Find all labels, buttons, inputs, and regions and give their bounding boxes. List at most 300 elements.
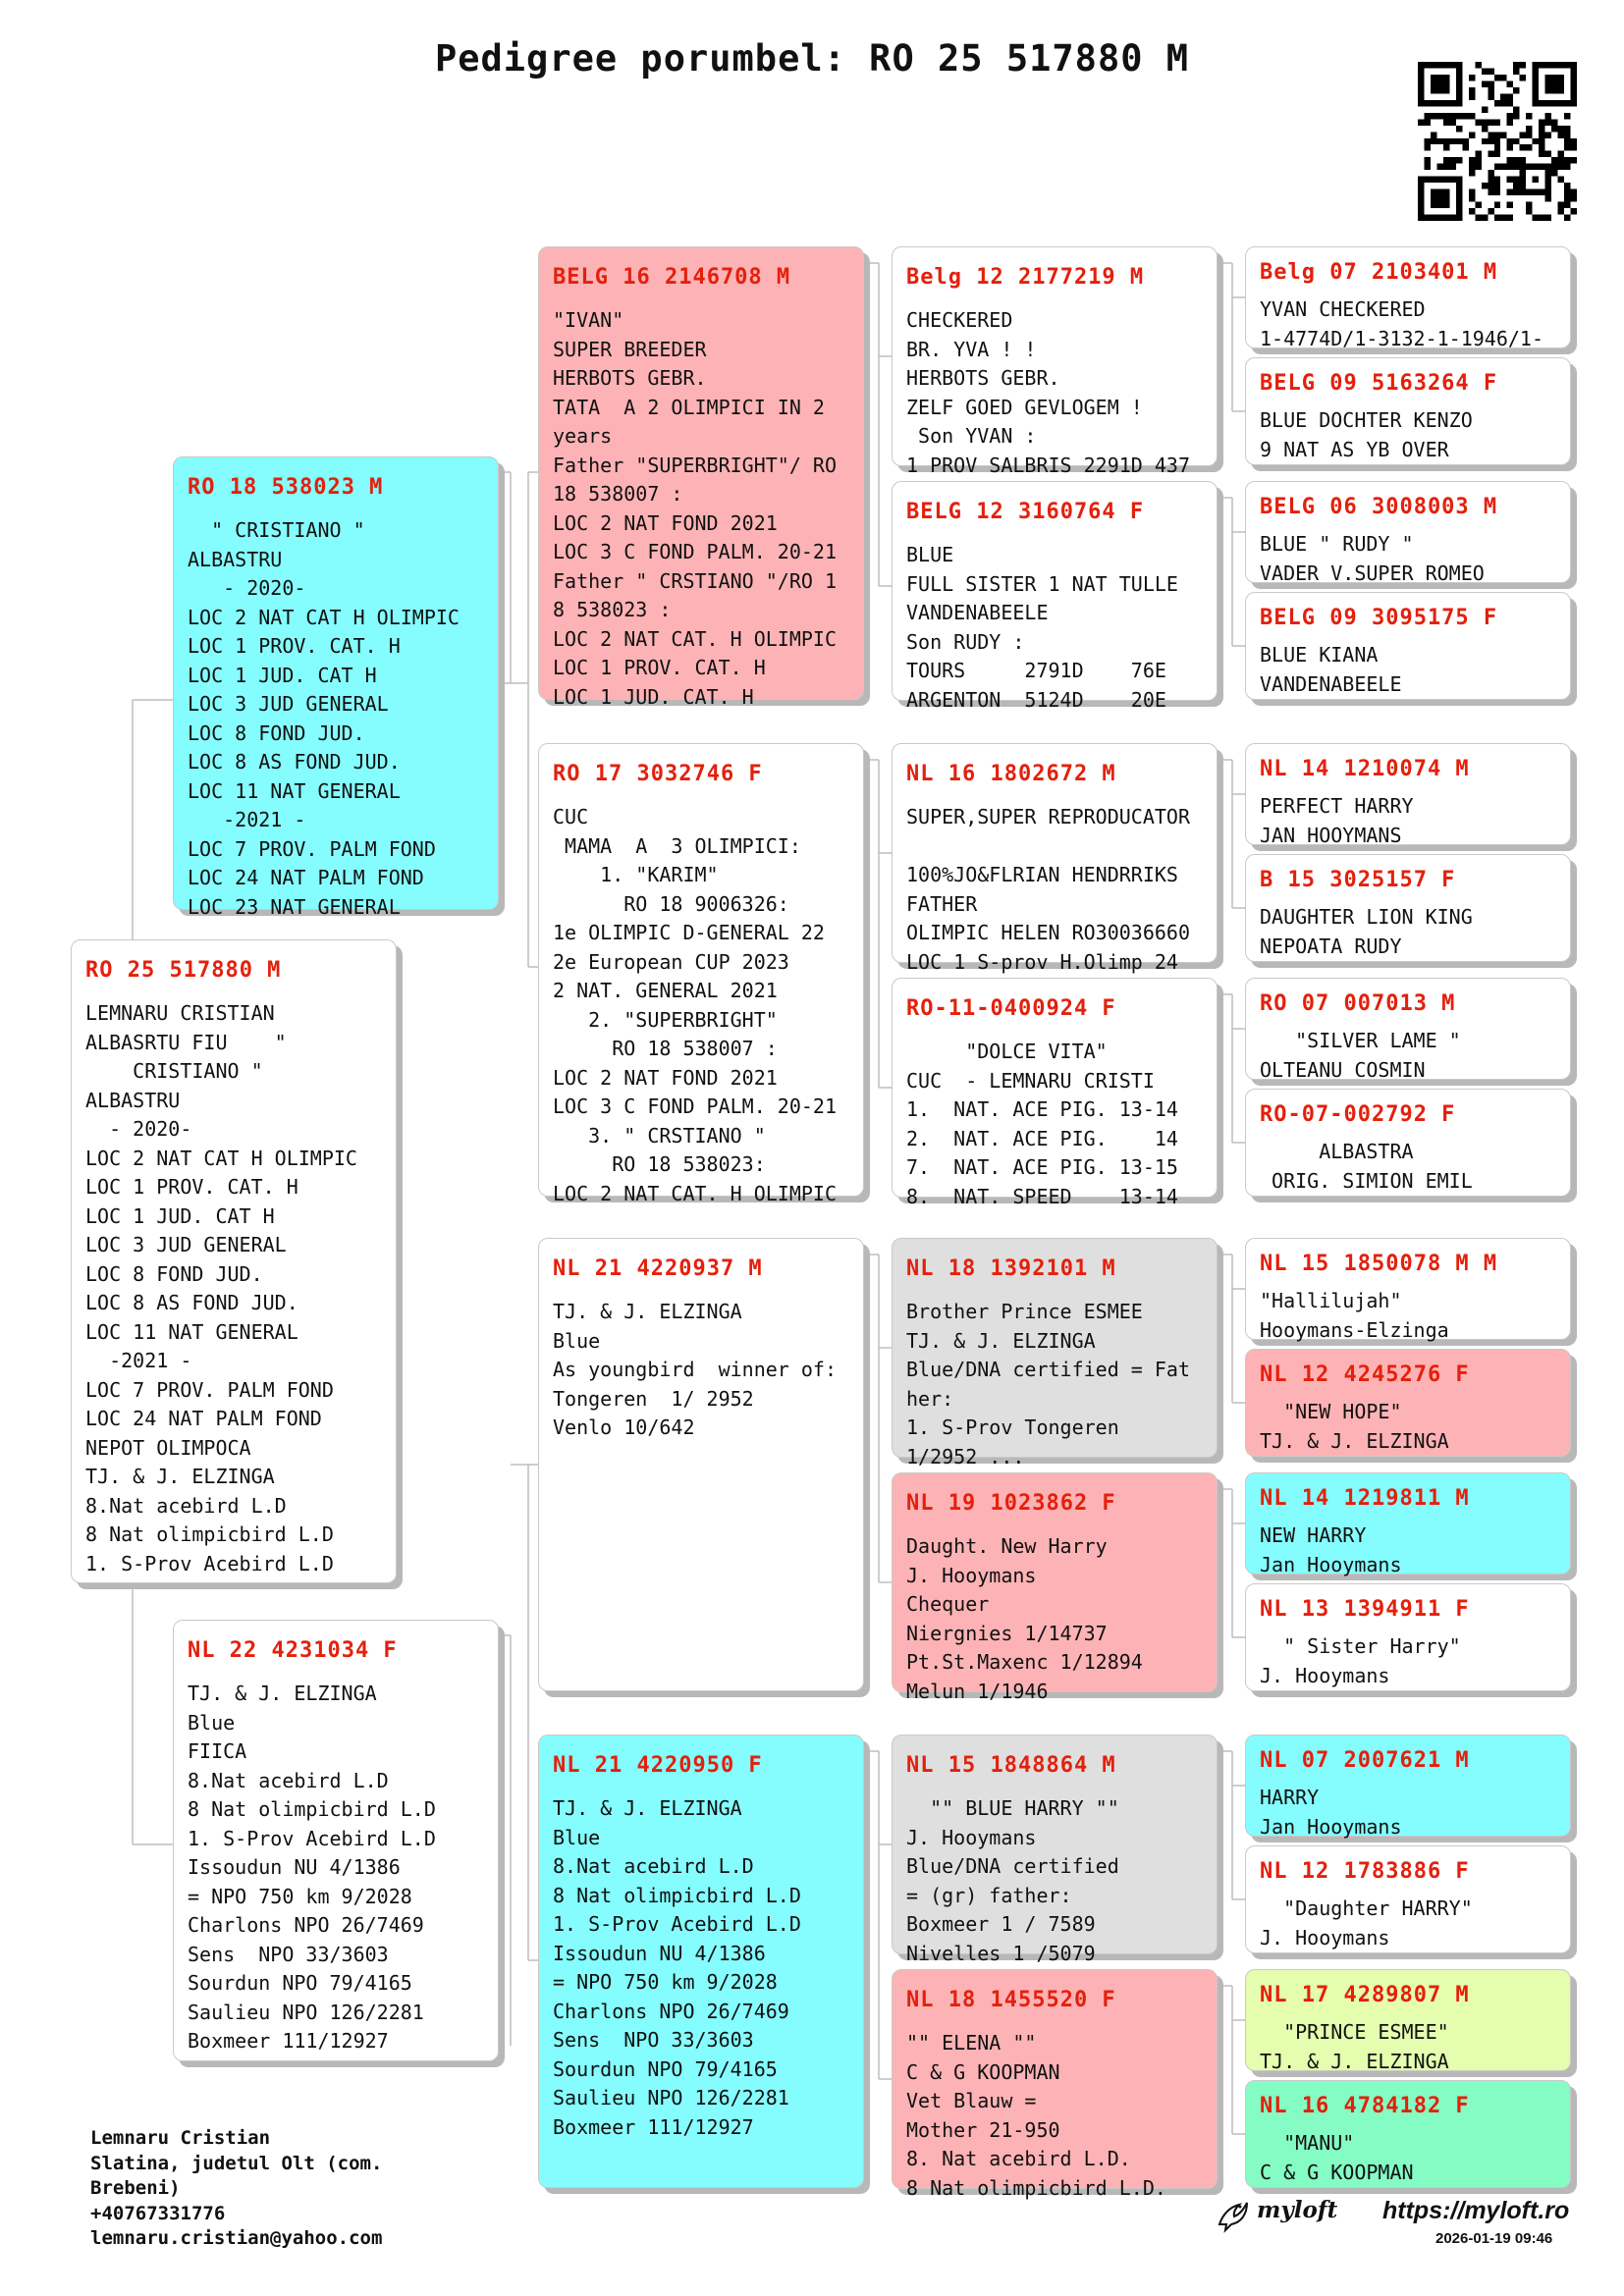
qr-module (1513, 183, 1519, 188)
qr-module (1533, 138, 1539, 144)
note-line: ALBASRTU FIU " (85, 1030, 287, 1054)
note-line: Father " CRSTIANO "/RO 1 (553, 568, 837, 593)
myloft-logo (1214, 2195, 1380, 2234)
pedigree-card-mm-father[interactable] (892, 1735, 1218, 1965)
qr-module (1482, 183, 1488, 188)
note-line: BLUE (906, 543, 954, 566)
pedigree-card-mf-father[interactable] (892, 1238, 1218, 1468)
note-line: TATA A 2 OLIMPICI IN 2 (553, 395, 825, 419)
card-notes (906, 1532, 1209, 1703)
card-notes (1260, 1027, 1562, 1082)
pedigree-card-gen4-4[interactable] (1245, 592, 1571, 700)
print-timestamp: 2026-01-19 09:46 (1435, 2230, 1553, 2247)
note-line: MAMA A 3 OLIMPICI: (553, 833, 801, 858)
ring-number: NL 21 4220950 F (553, 1753, 763, 1778)
card-notes (1260, 2129, 1562, 2183)
qr-module (1482, 106, 1488, 112)
qr-module (1494, 75, 1500, 80)
qr-module (1494, 144, 1500, 150)
qr-module (1507, 144, 1513, 150)
qr-module (1513, 177, 1519, 183)
note-line: Blue (188, 1710, 236, 1735)
note-line: -2021 - (85, 1349, 192, 1372)
note-line: LOC 2 NAT CAT H OLIMPIC (85, 1146, 357, 1170)
note-line: LOC 7 PROV. PALM FOND (188, 836, 436, 861)
note-line: " Sister Harry" (1260, 1634, 1461, 1658)
ring-number: RO 18 538023 M (188, 475, 384, 500)
pedigree-card-gen4-1[interactable] (1245, 246, 1571, 348)
note-line: 8 538023 : (553, 598, 672, 621)
card-notes (188, 1680, 490, 2056)
note-line: As youngbird winner of: (553, 1358, 837, 1381)
note-line: ALBASTRU (85, 1088, 181, 1112)
pedigree-card-gen4-7[interactable] (1245, 978, 1571, 1080)
pedigree-card-gen4-13[interactable] (1245, 1735, 1571, 1837)
qr-module (1539, 151, 1544, 157)
note-line: NEW HARRY (1260, 1523, 1367, 1547)
qr-module (1443, 138, 1449, 144)
card-notes (1260, 295, 1562, 350)
note-line: BLUE KIANA (1260, 643, 1379, 667)
note-line: Nivelles 1 /5079 (906, 1941, 1096, 1965)
qr-module (1558, 157, 1564, 163)
note-line: 8. Nat acebird L.D. (906, 2147, 1131, 2170)
qr-module (1482, 138, 1488, 144)
note-line: "SILVER LAME " (1260, 1029, 1461, 1052)
note-line: J. Hooymans (1260, 1925, 1390, 1949)
note-line: LOC 8 FOND JUD. (85, 1261, 263, 1286)
qr-module (1469, 93, 1475, 99)
note-line: PERFECT HARRY (1260, 794, 1414, 818)
pedigree-card-mother[interactable] (173, 1620, 499, 2061)
note-line: Vet Blauw = (906, 2089, 1037, 2112)
note-line: RO 18 538007 : (553, 1037, 778, 1060)
qr-module (1475, 215, 1481, 221)
qr-module (1545, 195, 1551, 201)
note-line: CHECKERED (906, 308, 1013, 332)
qr-module (1494, 189, 1500, 195)
ring-number: NL 12 1783886 F (1260, 1859, 1470, 1884)
qr-module (1488, 151, 1493, 157)
qr-module (1571, 144, 1577, 150)
note-line: 8.Nat acebird L.D (188, 1768, 389, 1792)
qr-module (1424, 138, 1430, 144)
note-line: BLUE " RUDY " (1260, 532, 1414, 556)
qr-module (1462, 113, 1468, 119)
note-line: LOC 1 PROV. CAT. H (85, 1175, 298, 1199)
card-notes (906, 1298, 1209, 1468)
note-line: HARRY (1260, 1786, 1320, 1809)
qr-module (1488, 93, 1493, 99)
ring-number: NL 21 4220937 M (553, 1256, 763, 1281)
qr-module (1494, 183, 1500, 188)
pedigree-card-fm-father[interactable] (892, 743, 1218, 974)
card-notes (1260, 1784, 1562, 1839)
note-line: 2 NAT. GENERAL 2021 (553, 979, 778, 1002)
note-line: LOC 8 FOND JUD. (188, 721, 365, 745)
qr-module (1513, 106, 1519, 112)
pedigree-card-gen4-6[interactable] (1245, 854, 1571, 962)
qr-module (1513, 113, 1519, 119)
note-line: LOC 2 NAT FOND 2021 (553, 510, 778, 535)
qr-module (1558, 202, 1564, 208)
note-line: "IVAN" (553, 308, 624, 332)
pedigree-card-gen4-14[interactable] (1245, 1845, 1571, 1953)
note-line: 1-4774D/1-3132-1-1946/1- (1260, 326, 1543, 350)
note-line: 9 NAT AS YB OVER (1260, 437, 1449, 461)
card-notes (1260, 1398, 1562, 1452)
qr-module (1469, 170, 1475, 176)
qr-module (1571, 208, 1577, 214)
qr-module (1551, 164, 1557, 170)
qr-module (1539, 144, 1544, 150)
ring-number: RO 25 517880 M (85, 958, 282, 983)
note-line: Son RUDY : (906, 629, 1025, 654)
note-line: 3. " CRSTIANO " (553, 1123, 766, 1148)
note-line: 8 Nat olimpicbird L.D (553, 1883, 801, 1907)
note-line: SUPER,SUPER REPRODUCATOR (906, 805, 1190, 828)
card-notes (1260, 2018, 1562, 2073)
note-line: 1. S-Prov Acebird L.D (85, 1551, 334, 1575)
card-notes (553, 1794, 855, 2183)
qr-module (1539, 138, 1544, 144)
pedigree-card-fm-mother[interactable] (892, 978, 1218, 1208)
owner-address: Slatina, judetul Olt (com. (90, 2152, 383, 2174)
qr-module (1500, 75, 1506, 80)
ring-number: BELG 09 5163264 F (1260, 371, 1498, 396)
pedigree-card-gen4-2[interactable] (1245, 357, 1571, 465)
pedigree-card-gen4-15[interactable] (1245, 1969, 1571, 2071)
note-line: Charlons NPO 26/7469 (188, 1913, 424, 1937)
note-line: LOC 24 NAT PALM FOND (188, 866, 424, 889)
card-notes (1260, 903, 1562, 957)
qr-module (1424, 144, 1430, 150)
qr-module (1507, 93, 1513, 99)
ring-number: NL 15 1850078 M M (1260, 1252, 1498, 1276)
note-line (906, 832, 1209, 862)
card-notes (553, 306, 855, 709)
note-line: TJ. & J. ELZINGA (188, 1682, 377, 1705)
qr-module (1475, 151, 1481, 157)
ring-number: NL 16 1802672 M (906, 762, 1116, 786)
qr-module (1564, 144, 1570, 150)
qr-module (1482, 119, 1488, 125)
pedigree-card-mm-mother[interactable] (892, 1969, 1218, 2200)
note-line: Niergnies 1/14737 (906, 1621, 1108, 1645)
ring-number: RO-11-0400924 F (906, 996, 1116, 1021)
note-line: TOURS 2791D 76E (906, 659, 1166, 682)
note-line: FULL SISTER 1 NAT TULLE (906, 571, 1178, 596)
qr-module (1482, 68, 1488, 74)
pedigree-card-gen4-10[interactable] (1245, 1349, 1571, 1457)
note-line: VADER V.SUPER ROMEO (1260, 561, 1485, 585)
note-line: Melun 1/1946 (906, 1679, 1049, 1703)
note-line: Boxmeer 1 / 7589 (906, 1912, 1096, 1936)
note-line: ALBASTRA (1260, 1140, 1414, 1163)
note-line: "NEW HOPE" (1260, 1400, 1402, 1423)
qr-module (1526, 144, 1532, 150)
qr-module (1469, 157, 1475, 163)
note-line: Tongeren 1/ 2952 (553, 1386, 754, 1411)
note-line: 2. "SUPERBRIGHT" (553, 1007, 778, 1032)
qr-module (1571, 138, 1577, 144)
note-line: Hooymans-Elzinga (1260, 1317, 1449, 1342)
note-line: C & G KOOPMAN (1260, 2160, 1414, 2184)
pedigree-card-gen4-11[interactable] (1245, 1472, 1571, 1575)
qr-module (1469, 132, 1475, 137)
brand-url[interactable]: https://myloft.ro (1382, 2197, 1570, 2224)
qr-module (1431, 132, 1436, 137)
qr-module (1539, 132, 1544, 137)
pedigree-card-gen4-12[interactable] (1245, 1583, 1571, 1691)
note-line: LOC 24 NAT PALM FOND (85, 1407, 322, 1430)
qr-module (1494, 138, 1500, 144)
qr-module (1436, 164, 1442, 170)
note-line: TJ. & J. ELZINGA (1260, 1428, 1449, 1453)
note-line: 8 Nat olimpicbird L.D (85, 1522, 334, 1546)
note-line: Blue (553, 1328, 601, 1353)
qr-module (1500, 93, 1506, 99)
pedigree-card-gen4-8[interactable] (1245, 1089, 1571, 1197)
qr-module (1436, 138, 1442, 144)
note-line: Son YVAN : (906, 424, 1037, 448)
note-line: FATHER (906, 891, 978, 916)
note-line: 2e European CUP 2023 (553, 949, 789, 974)
qr-module (1443, 144, 1449, 150)
note-line: 1. S-Prov Acebird L.D (553, 1912, 801, 1936)
ring-number: NL 22 4231034 F (188, 1638, 398, 1663)
qr-module (1545, 113, 1551, 119)
ring-number: NL 17 4289807 M (1260, 1983, 1470, 2007)
qr-module (1443, 164, 1449, 170)
qr-module (1507, 164, 1513, 170)
qr-module (1551, 170, 1557, 176)
qr-module (1564, 113, 1570, 119)
pedigree-card-gen4-16[interactable] (1245, 2080, 1571, 2188)
note-line: Sourdun NPO 79/4165 (188, 1971, 412, 1995)
note-line: 1 PROV SALBRIS 2291D 437 (906, 453, 1190, 477)
pedigree-card-mother-mother[interactable] (538, 1735, 864, 2188)
pedigree-card-gen4-3[interactable] (1245, 481, 1571, 583)
ring-number: BELG 06 3008003 M (1260, 495, 1498, 519)
qr-module (1449, 157, 1455, 163)
note-line: 8. NAT. SPEED 13-14 (906, 1184, 1178, 1208)
qr-module (1539, 119, 1544, 125)
note-line: "" BLUE HARRY "" (906, 1796, 1119, 1820)
note-line: Brother Prince ESMEE (906, 1300, 1143, 1323)
qr-module (1456, 113, 1462, 119)
owner-phone: +40767331776 (90, 2202, 226, 2224)
note-line: ORIG. SIMION EMIL (1260, 1168, 1473, 1193)
qr-module (1526, 126, 1532, 132)
note-line: Venlo 10/642 (553, 1415, 695, 1439)
qr-module (1431, 189, 1449, 208)
qr-module (1507, 100, 1513, 106)
qr-module (1533, 177, 1539, 183)
note-line: LOC 1 JUD. CAT. H (553, 684, 754, 709)
qr-module (1443, 119, 1449, 125)
note-line: Sens NPO 33/3603 (553, 2028, 754, 2052)
qr-module (1558, 177, 1564, 183)
qr-module (1488, 68, 1493, 74)
qr-module (1494, 100, 1500, 106)
qr-module (1545, 132, 1551, 137)
qr-module (1449, 164, 1455, 170)
note-line: LOC 1 S-prov H.Olimp 24 (906, 949, 1178, 974)
qr-module (1494, 202, 1500, 208)
card-notes (1260, 641, 1562, 695)
note-line: LOC 7 PROV. PALM FOND (85, 1377, 334, 1402)
note-line: CUC - LEMNARU CRISTI (906, 1068, 1155, 1093)
card-notes (906, 1794, 1209, 1965)
note-line: DAUGHTER LION KING (1260, 905, 1473, 929)
qr-module (1539, 215, 1544, 221)
ring-number: B 15 3025157 F (1260, 868, 1456, 892)
qr-module (1545, 75, 1564, 93)
note-line: Jan Hooymans (1260, 1814, 1402, 1839)
brand-footer (1214, 2195, 1573, 2264)
note-line: LOC 3 C FOND PALM. 20-21 (553, 540, 837, 563)
qr-module (1507, 202, 1513, 208)
qr-module (1564, 215, 1570, 221)
qr-module (1520, 157, 1526, 163)
note-line: YVAN CHECKERED (1260, 297, 1426, 321)
ring-number: BELG 12 3160764 F (906, 500, 1145, 524)
qr-module (1431, 75, 1449, 93)
qr-module (1475, 62, 1481, 68)
qr-module (1436, 113, 1442, 119)
card-notes (1260, 1632, 1562, 1686)
note-line: Charlons NPO 26/7469 (553, 1999, 789, 2023)
qr-module (1507, 157, 1513, 163)
qr-module (1539, 126, 1544, 132)
note-line: Saulieu NPO 126/2281 (188, 2000, 424, 2024)
qr-module (1449, 113, 1455, 119)
qr-module (1431, 138, 1436, 144)
note-line: LOC 3 C FOND PALM. 20-21 (553, 1095, 837, 1118)
qr-module (1500, 215, 1506, 221)
qr-module (1520, 144, 1526, 150)
note-line: - 2020- (85, 1117, 192, 1141)
note-line: BLUE DOCHTER KENZO (1260, 408, 1473, 432)
note-line: J. Hooymans (906, 1563, 1037, 1587)
note-line: Issoudun NU 4/1386 (553, 1941, 766, 1965)
note-line: 8 Nat olimpicbird L.D (188, 1797, 436, 1821)
qr-module (1424, 113, 1430, 119)
qr-module (1456, 138, 1462, 144)
ring-number: NL 13 1394911 F (1260, 1597, 1470, 1622)
qr-module (1449, 119, 1455, 125)
page-title: Pedigree porumbel: RO 25 517880 M (434, 37, 1190, 80)
note-line: = NPO 750 km 9/2028 (188, 1884, 412, 1908)
note-line: 8.Nat acebird L.D (85, 1493, 287, 1518)
note-line: -2021 - (188, 808, 306, 831)
note-line: Chequer (906, 1592, 990, 1616)
note-line: LOC 23 NAT GENERAL (188, 894, 401, 919)
note-line: LOC 1 PROV. CAT. H (188, 634, 401, 658)
card-notes (906, 541, 1209, 712)
qr-module (1500, 164, 1506, 170)
note-line: TJ. & J. ELZINGA (553, 1300, 742, 1323)
note-line: RO 18 9006326: (553, 891, 789, 916)
pedigree-card-father-father[interactable] (538, 246, 864, 709)
pedigree-card-father-mother[interactable] (538, 743, 864, 1205)
pedigree-card-gen4-9[interactable] (1245, 1238, 1571, 1340)
ring-number: RO 07 007013 M (1260, 991, 1456, 1016)
pedigree-card-gen4-5[interactable] (1245, 743, 1571, 845)
qr-module (1507, 177, 1513, 183)
card-notes (906, 306, 1209, 477)
qr-module (1513, 157, 1519, 163)
qr-module (1488, 132, 1493, 137)
qr-module (1469, 189, 1475, 195)
note-line: "Hallilujah" (1260, 1289, 1402, 1312)
qr-module (1494, 215, 1500, 221)
qr-module (1545, 119, 1551, 125)
qr-module (1564, 132, 1570, 137)
qr-module (1475, 202, 1481, 208)
note-line: 2. NAT. ACE PIG. 14 (906, 1126, 1178, 1150)
ring-number: BELG 16 2146708 M (553, 265, 791, 290)
note-line: 8.Nat acebird L.D (553, 1854, 754, 1878)
pedigree-card-ff-mother[interactable] (892, 481, 1218, 712)
qr-module (1551, 119, 1557, 125)
ring-number: Belg 12 2177219 M (906, 265, 1145, 290)
note-line: NEPOATA RUDY (1260, 934, 1402, 958)
pedigree-card-subject[interactable] (71, 939, 397, 1583)
note-line: ZELF GOED GEVLOGEM ! (906, 395, 1143, 419)
note-line: OLIMPIC HELEN RO30036660 (906, 921, 1190, 944)
qr-module (1488, 170, 1493, 176)
card-notes (1260, 792, 1562, 847)
ring-number: NL 14 1210074 M (1260, 757, 1470, 781)
pedigree-card-mother-father[interactable] (538, 1238, 864, 1691)
qr-module (1564, 202, 1570, 208)
note-line: "Daughter HARRY" (1260, 1896, 1473, 1920)
qr-module (1564, 157, 1570, 163)
qr-module (1564, 189, 1570, 195)
pedigree-card-mf-mother[interactable] (892, 1472, 1218, 1703)
note-line: Issoudun NU 4/1386 (188, 1855, 401, 1879)
qr-module (1424, 164, 1430, 170)
owner-contact (90, 2126, 382, 2252)
qr-module (1488, 80, 1493, 86)
qr-module (1571, 189, 1577, 195)
qr-module (1507, 189, 1513, 195)
note-line: LOC 2 NAT CAT H OLIMPIC (188, 605, 460, 629)
qr-module (1545, 151, 1551, 157)
note-line: Sourdun NPO 79/4165 (553, 2056, 778, 2081)
qr-code (1418, 62, 1577, 221)
qr-module (1520, 132, 1526, 137)
qr-module (1482, 215, 1488, 221)
qr-module (1571, 157, 1577, 163)
note-line: Saulieu NPO 126/2281 (553, 2086, 789, 2109)
note-line: = (gr) father: (906, 1883, 1072, 1907)
card-notes (85, 999, 388, 1578)
note-line: Sens NPO 33/3603 (188, 1942, 389, 1966)
qr-module (1494, 164, 1500, 170)
pedigree-card-ff-father[interactable] (892, 246, 1218, 477)
qr-module (1418, 119, 1424, 125)
note-line: - 2020- (188, 576, 306, 600)
qr-module (1482, 126, 1488, 132)
note-line: TJ. & J. ELZINGA (553, 1796, 742, 1820)
note-line: ARGENTON 5124D 20E (906, 687, 1166, 712)
ring-number: NL 18 1455520 F (906, 1988, 1116, 2012)
pedigree-card-father[interactable] (173, 456, 499, 919)
note-line: 1. S-Prov Acebird L.D (188, 1826, 436, 1850)
